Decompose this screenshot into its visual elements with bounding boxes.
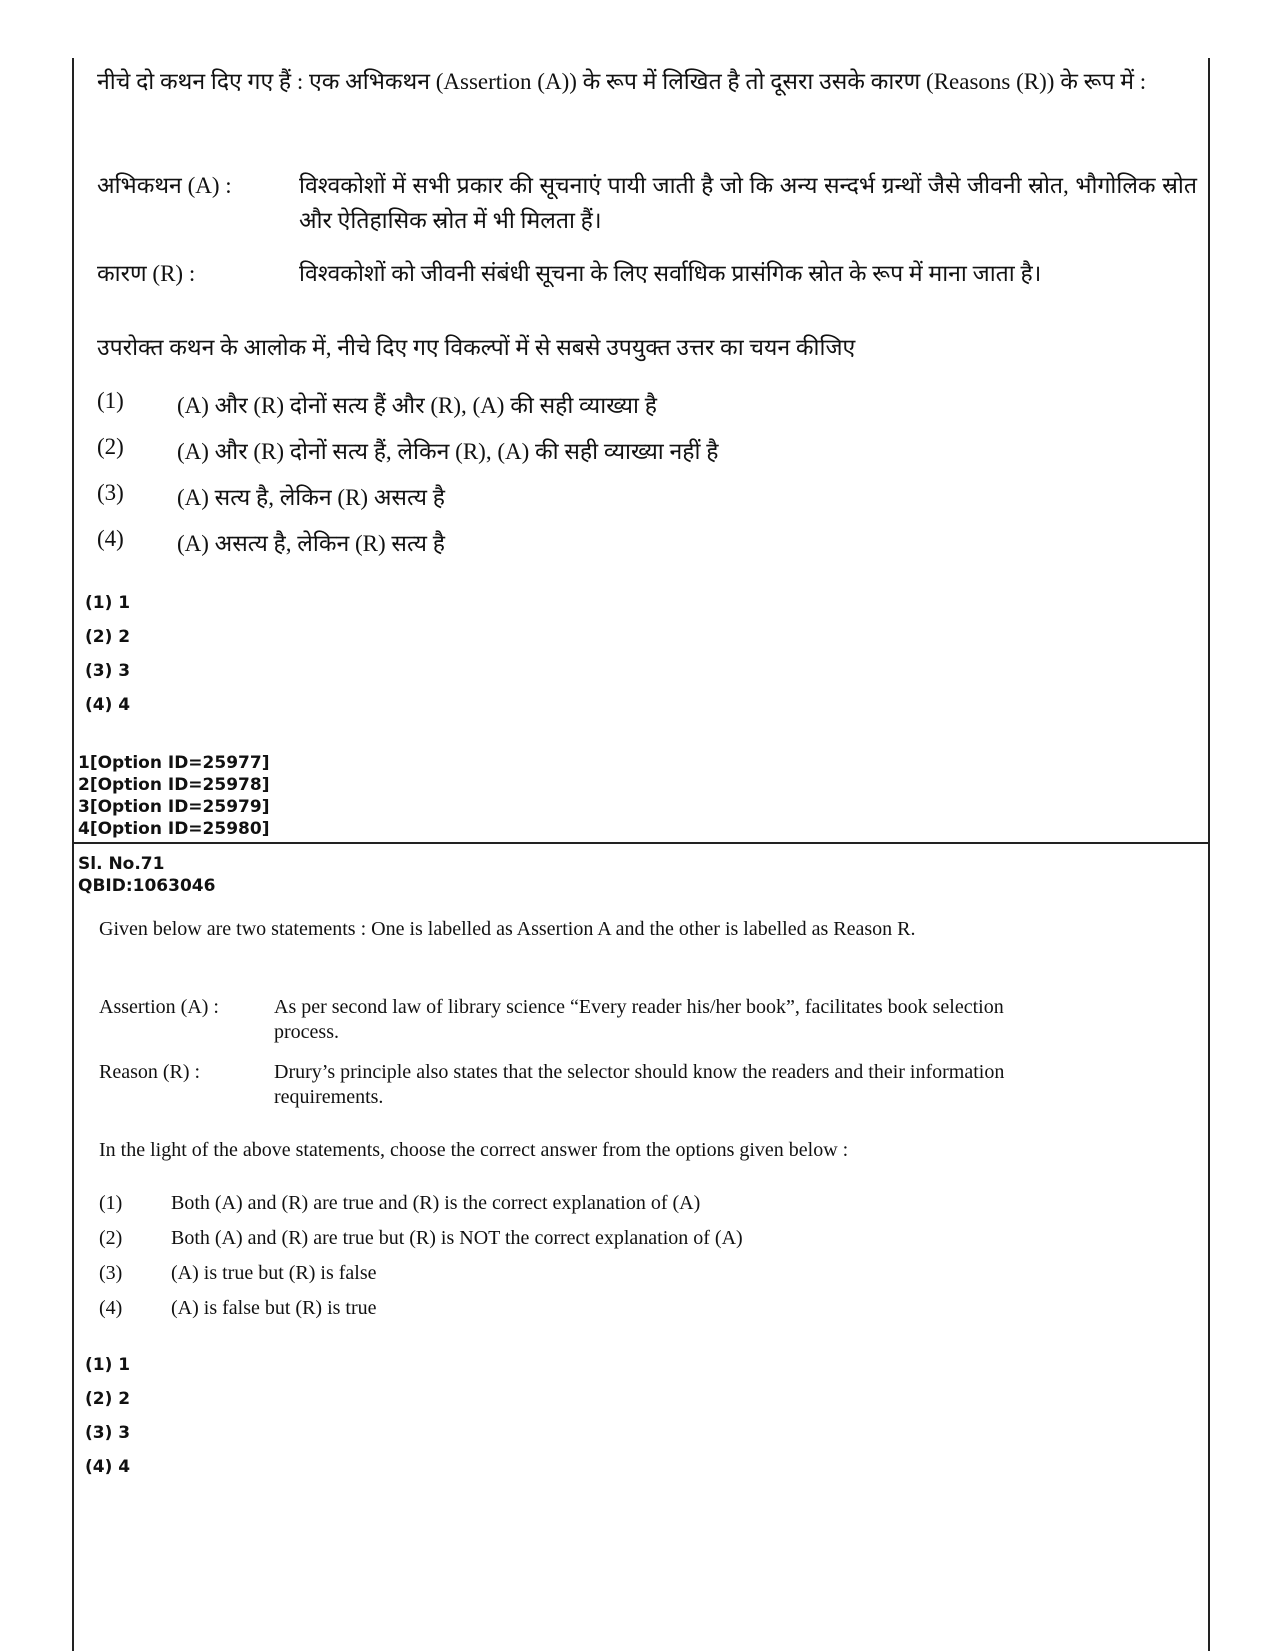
q71-reason xyxy=(99,1060,1029,1110)
option-id: 2[Option ID=25978] xyxy=(78,775,270,795)
q71-qbid: QBID:1063046 xyxy=(78,876,216,896)
q70-intro: नीचे दो कथन दिए गए हैं : एक अभिकथन (Assertion (A)) के रूप में लिखित है तो दूसरा उसके कारण (Reasons (R)) के रूप में : xyxy=(97,69,1147,94)
q70-option xyxy=(97,526,445,558)
q71-option xyxy=(99,1262,377,1285)
q71-answer-choice[interactable]: (2) 2 xyxy=(85,1389,131,1409)
q70-option xyxy=(97,388,657,420)
q70-option-number: (1) xyxy=(97,388,124,413)
q71-answer-choice[interactable]: (3) 3 xyxy=(85,1423,131,1443)
question-divider xyxy=(72,842,1210,844)
q70-reason-text: विश्वकोशों को जीवनी संबंधी सूचना के लिए सर्वाधिक प्रासंगिक स्रोत के रूप में माना जाता है। xyxy=(299,261,1042,286)
q70-option-text: (A) सत्य है, लेकिन (R) असत्य है xyxy=(177,485,445,510)
q71-option-number: (3) xyxy=(99,1262,123,1284)
q70-prompt: उपरोक्त कथन के आलोक में, नीचे दिए गए विकल्पों में से सबसे उपयुक्त उत्तर का चयन कीजिए xyxy=(97,335,856,360)
q70-option-text: (A) और (R) दोनों सत्य हैं और (R), (A) की सही व्याख्या है xyxy=(177,393,657,418)
q71-assertion-text: As per second law of library science “Every reader his/her book”, facilitates book selection process. xyxy=(274,996,1004,1043)
q71-option-number: (1) xyxy=(99,1192,123,1214)
q71-assertion xyxy=(99,995,1029,1045)
q71-assertion-label: Assertion (A) : xyxy=(99,996,219,1018)
q70-option-number: (2) xyxy=(97,434,124,459)
option-id: 1[Option ID=25977] xyxy=(78,753,270,773)
q70-option-number: (4) xyxy=(97,526,124,551)
q70-assertion xyxy=(97,168,1197,238)
q70-option xyxy=(97,434,718,466)
q70-option-text: (A) और (R) दोनों सत्य हैं, लेकिन (R), (A) की सही व्याख्या नहीं है xyxy=(177,439,719,464)
q71-option xyxy=(99,1297,377,1320)
q71-option-number: (4) xyxy=(99,1297,123,1319)
option-id: 3[Option ID=25979] xyxy=(78,797,270,817)
q71-meta xyxy=(78,853,215,897)
q71-option-number: (2) xyxy=(99,1227,123,1249)
q71-reason-text: Drury’s principle also states that the selector should know the readers and their information requirements. xyxy=(274,1061,1005,1108)
option-id: 4[Option ID=25980] xyxy=(78,819,270,839)
q70-assertion-text: विश्वकोशों में सभी प्रकार की सूचनाएं पायी जाती है जो कि अन्य सन्दर्भ ग्रन्थों जैसे जीवनी स्रोत, भौगोलिक स्रोत और ऐतिहासिक स्रोत में भी मिलता हैं। xyxy=(299,173,1197,233)
q71-option-text: Both (A) and (R) are true and (R) is the correct explanation of (A) xyxy=(171,1192,701,1214)
q71-option-text: Both (A) and (R) are true but (R) is NOT the correct explanation of (A) xyxy=(171,1227,743,1249)
q70-reason xyxy=(97,256,1197,291)
q70-answer-choice[interactable]: (1) 1 xyxy=(85,593,131,613)
q70-answer-choice[interactable]: (4) 4 xyxy=(85,695,131,715)
q71-option xyxy=(99,1192,700,1215)
q71-option-text: (A) is true but (R) is false xyxy=(171,1262,377,1284)
q70-option xyxy=(97,480,445,512)
q71-option xyxy=(99,1227,743,1250)
right-border xyxy=(1208,58,1210,1651)
q71-sl-no: Sl. No.71 xyxy=(78,854,165,874)
q70-option-text: (A) असत्य है, लेकिन (R) सत्य है xyxy=(177,531,445,556)
q70-option-ids xyxy=(78,752,269,840)
left-border xyxy=(72,58,74,1651)
q71-intro: Given below are two statements : One is labelled as Assertion A and the other is labelled as Reason R. xyxy=(99,918,916,940)
q71-option-text: (A) is false but (R) is true xyxy=(171,1297,377,1319)
q70-reason-label: कारण (R) : xyxy=(97,261,196,286)
q71-answer-choice[interactable]: (4) 4 xyxy=(85,1457,131,1477)
q71-prompt: In the light of the above statements, choose the correct answer from the options given below : xyxy=(99,1139,849,1161)
q70-answer-choice[interactable]: (2) 2 xyxy=(85,627,131,647)
q71-reason-label: Reason (R) : xyxy=(99,1061,201,1083)
q71-answer-choice[interactable]: (1) 1 xyxy=(85,1355,131,1375)
q70-option-number: (3) xyxy=(97,480,124,505)
q70-assertion-label: अभिकथन (A) : xyxy=(97,173,232,198)
q70-answer-choice[interactable]: (3) 3 xyxy=(85,661,131,681)
